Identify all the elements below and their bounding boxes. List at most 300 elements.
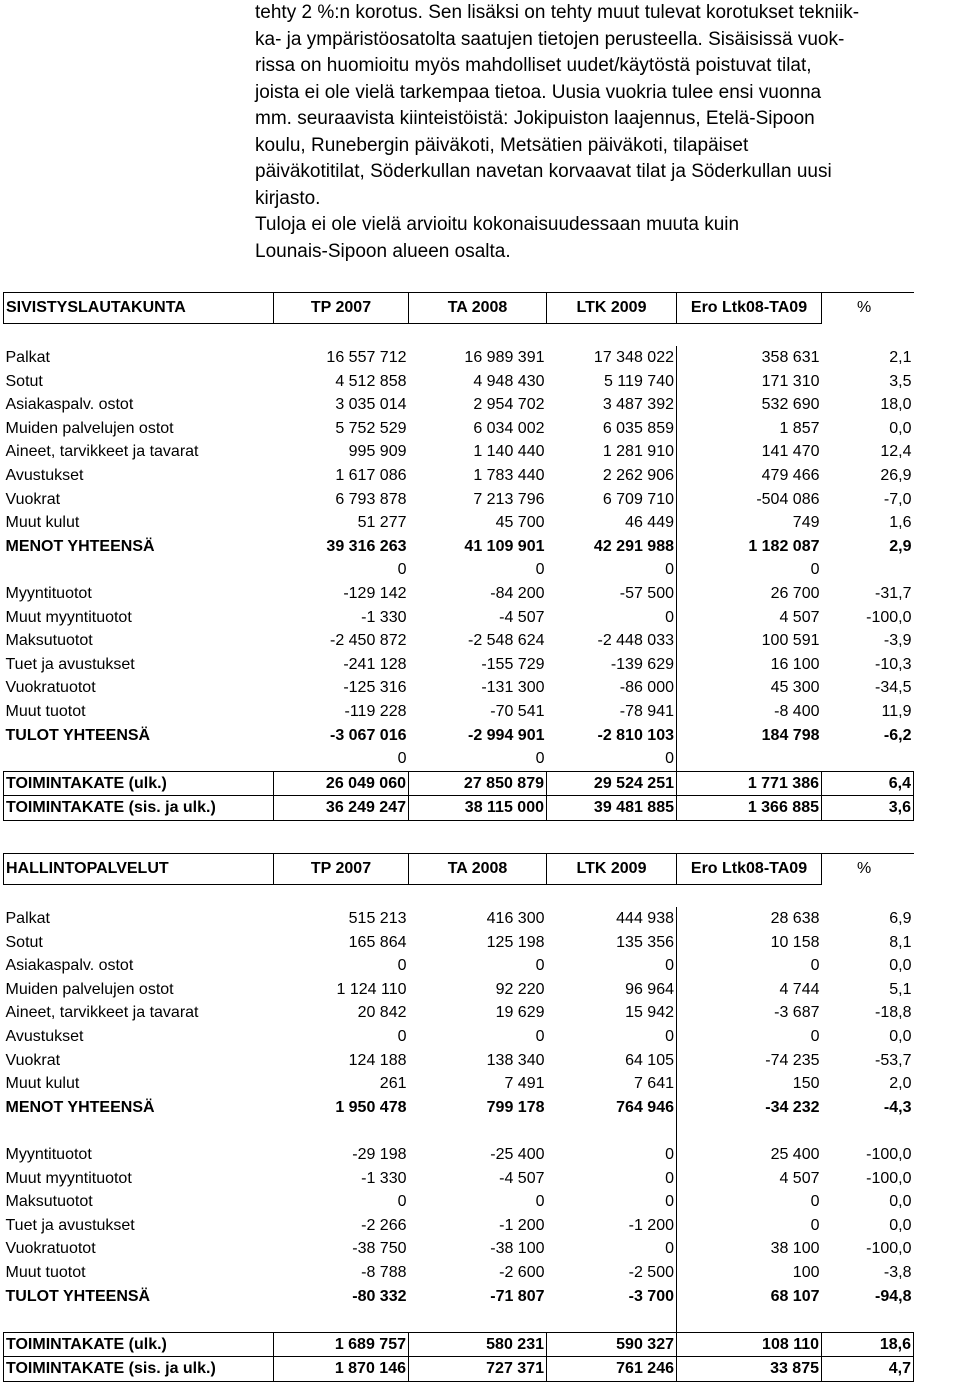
table-row bbox=[4, 931, 914, 955]
value-cell: 358 631 bbox=[761, 349, 820, 366]
table-row bbox=[4, 582, 914, 606]
value-cell: 0 bbox=[535, 1027, 545, 1045]
column-header: LTK 2009 bbox=[547, 854, 677, 885]
total-label: TOIMINTAKATE (sis. ja ulk.) bbox=[4, 1357, 274, 1382]
value-cell: -53,7 bbox=[875, 1051, 912, 1069]
value-cell: -34,5 bbox=[875, 679, 912, 697]
value-cell: 0 bbox=[547, 1190, 677, 1214]
row-label bbox=[4, 1119, 274, 1143]
value-cell: 138 340 bbox=[486, 1051, 545, 1069]
value-cell: -38 100 bbox=[490, 1240, 545, 1258]
value-cell: 4 948 430 bbox=[473, 372, 545, 390]
row-label: Vuokratuotot bbox=[5, 679, 96, 697]
column-header: TP 2007 bbox=[274, 293, 409, 324]
value-cell: 0,0 bbox=[889, 419, 912, 437]
table-title: SIVISTYSLAUTAKUNTA bbox=[4, 293, 274, 324]
value-cell: 0 bbox=[810, 561, 820, 579]
value-cell: 64 105 bbox=[547, 1049, 677, 1073]
value-cell: 0 bbox=[810, 957, 820, 975]
column-header: % bbox=[822, 293, 914, 324]
total-label: TOIMINTAKATE (ulk.) bbox=[4, 771, 274, 796]
row-label bbox=[4, 1308, 274, 1332]
row-label: Tuet ja avustukset bbox=[5, 1216, 135, 1234]
table-title: HALLINTOPALVELUT bbox=[4, 854, 274, 885]
value-cell: 135 356 bbox=[547, 931, 677, 955]
value-cell: 96 964 bbox=[547, 978, 677, 1002]
column-header: TA 2008 bbox=[409, 854, 547, 885]
value-cell: 6 709 710 bbox=[547, 488, 677, 512]
value-cell: 4 507 bbox=[779, 1169, 820, 1187]
table-row bbox=[4, 606, 914, 630]
value-cell: 0 bbox=[397, 1027, 407, 1045]
value-cell: -3 687 bbox=[774, 1004, 820, 1022]
total-value: 727 371 bbox=[409, 1357, 547, 1382]
value-cell: 6 034 002 bbox=[473, 419, 545, 437]
table-row bbox=[4, 1025, 914, 1049]
value-cell: -8 400 bbox=[774, 702, 820, 720]
value-cell bbox=[274, 1119, 409, 1143]
value-cell: 4 744 bbox=[779, 980, 820, 998]
value-cell: 1 182 087 bbox=[748, 537, 820, 555]
value-cell bbox=[822, 1308, 914, 1332]
table-row bbox=[4, 393, 914, 417]
row-label: Maksutuotot bbox=[5, 1193, 93, 1211]
value-cell: -100,0 bbox=[866, 608, 912, 626]
value-cell: -7,0 bbox=[883, 490, 912, 508]
value-cell: 0 bbox=[547, 954, 677, 978]
intro-line: kirjasto. bbox=[255, 187, 321, 209]
intro-line: tehty 2 %:n korotus. Sen lisäksi on tehty muut tulevat korotukset tekniik- bbox=[255, 2, 860, 23]
value-cell: 7 641 bbox=[547, 1072, 677, 1096]
table-row bbox=[4, 978, 914, 1002]
value-cell: -80 332 bbox=[352, 1287, 407, 1305]
row-label: Myyntituotot bbox=[5, 1145, 92, 1163]
value-cell: -25 400 bbox=[490, 1145, 545, 1163]
table-row bbox=[4, 488, 914, 512]
value-cell bbox=[409, 1119, 547, 1143]
table-row bbox=[4, 1261, 914, 1285]
value-cell: 995 909 bbox=[348, 443, 407, 461]
value-cell: 19 629 bbox=[495, 1004, 545, 1022]
value-cell: 141 470 bbox=[761, 443, 820, 461]
table-row bbox=[4, 440, 914, 464]
value-cell: 11,9 bbox=[881, 702, 912, 720]
row-label bbox=[4, 747, 274, 771]
value-cell: -3,9 bbox=[883, 632, 912, 650]
table-row bbox=[4, 464, 914, 488]
table-row bbox=[4, 747, 914, 771]
intro-line: joista ei ole vielä tarkempaa tietoa. Uusia vuokria tulee ensi vuonna bbox=[255, 81, 822, 103]
table-row bbox=[4, 1167, 914, 1191]
value-cell: 0 bbox=[397, 561, 407, 579]
value-cell: 2,1 bbox=[889, 349, 912, 366]
value-cell: -18,8 bbox=[875, 1004, 912, 1022]
total-label: TOIMINTAKATE (sis. ja ulk.) bbox=[4, 796, 274, 821]
value-cell: -4 507 bbox=[499, 608, 545, 626]
value-cell: 1 617 086 bbox=[335, 466, 407, 484]
value-cell: -8 788 bbox=[361, 1263, 407, 1281]
value-cell: 0 bbox=[547, 1025, 677, 1049]
value-cell: 16 989 391 bbox=[464, 349, 545, 366]
value-cell: 0 bbox=[810, 1216, 820, 1234]
value-cell bbox=[822, 558, 914, 582]
table-row bbox=[4, 724, 914, 748]
value-cell: 0 bbox=[397, 1193, 407, 1211]
table-row bbox=[4, 1119, 914, 1143]
row-label: Muiden palvelujen ostot bbox=[5, 980, 174, 998]
value-cell: 165 864 bbox=[348, 933, 407, 951]
value-cell: -3 700 bbox=[547, 1285, 677, 1309]
value-cell: -2 994 901 bbox=[467, 726, 545, 744]
total-value: 580 231 bbox=[409, 1332, 547, 1357]
row-label: Muut tuotot bbox=[5, 702, 86, 720]
row-label: TULOT YHTEENSÄ bbox=[5, 1287, 151, 1305]
value-cell: 0,0 bbox=[889, 1216, 912, 1234]
column-header: TP 2007 bbox=[274, 854, 409, 885]
total-value: 27 850 879 bbox=[409, 771, 547, 796]
total-value: 108 110 bbox=[677, 1332, 822, 1357]
column-header: TA 2008 bbox=[409, 293, 547, 324]
value-cell bbox=[822, 747, 914, 771]
value-cell: -125 316 bbox=[343, 679, 407, 697]
value-cell: 479 466 bbox=[761, 466, 820, 484]
value-cell: 18,0 bbox=[880, 396, 912, 414]
value-cell: 26 700 bbox=[770, 584, 820, 602]
table-row bbox=[4, 676, 914, 700]
value-cell: -100,0 bbox=[866, 1240, 912, 1258]
row-label: Aineet, tarvikkeet ja tavarat bbox=[5, 443, 199, 461]
value-cell: 416 300 bbox=[486, 910, 545, 927]
value-cell: 15 942 bbox=[547, 1001, 677, 1025]
value-cell: 10 158 bbox=[770, 933, 820, 951]
table-header-row bbox=[4, 293, 914, 324]
total-value: 6,4 bbox=[822, 771, 914, 796]
value-cell bbox=[677, 747, 822, 771]
table-row bbox=[4, 535, 914, 559]
intro-line: koulu, Runebergin päiväkoti, Metsätien päiväkoti, tilapäiset bbox=[255, 134, 749, 156]
value-cell: 6 035 859 bbox=[547, 417, 677, 441]
row-label: Vuokrat bbox=[5, 1051, 61, 1069]
value-cell: -2 450 872 bbox=[329, 632, 407, 650]
row-label: Myyntituotot bbox=[5, 584, 92, 602]
value-cell: 1,6 bbox=[889, 514, 912, 532]
intro-line: päiväkotitilat, Söderkullan navetan korvaavat tilat ja Söderkullan uusi bbox=[255, 161, 832, 182]
value-cell: -29 198 bbox=[352, 1145, 407, 1163]
value-cell: -70 541 bbox=[490, 702, 545, 720]
value-cell: 2 954 702 bbox=[473, 396, 545, 414]
value-cell: 45 700 bbox=[495, 514, 545, 532]
value-cell: 171 310 bbox=[761, 372, 820, 390]
table-row bbox=[4, 511, 914, 535]
value-cell: 0,0 bbox=[889, 1027, 912, 1045]
value-cell: -38 750 bbox=[352, 1240, 407, 1258]
value-cell bbox=[822, 1119, 914, 1143]
total-value: 36 249 247 bbox=[274, 796, 409, 821]
total-value: 1 689 757 bbox=[274, 1332, 409, 1357]
table-row bbox=[4, 1190, 914, 1214]
value-cell: -31,7 bbox=[875, 584, 912, 602]
table-row bbox=[4, 1285, 914, 1309]
value-cell: 28 638 bbox=[770, 910, 820, 927]
value-cell: -34 232 bbox=[765, 1098, 820, 1116]
value-cell: -1 330 bbox=[361, 1169, 407, 1187]
value-cell: 1 124 110 bbox=[336, 980, 407, 998]
value-cell: 0 bbox=[535, 561, 545, 579]
value-cell: 12,4 bbox=[880, 443, 912, 461]
value-cell: -86 000 bbox=[547, 676, 677, 700]
value-cell: 1 140 440 bbox=[473, 443, 545, 461]
value-cell: 184 798 bbox=[761, 726, 820, 744]
intro-line: Tuloja ei ole vielä arvioitu kokonaisuudessaan muuta kuin bbox=[255, 214, 740, 235]
total-value: 761 246 bbox=[547, 1357, 677, 1382]
value-cell: -100,0 bbox=[866, 1169, 912, 1187]
total-row bbox=[4, 771, 914, 796]
spacer-row bbox=[4, 885, 914, 908]
value-cell bbox=[547, 1308, 677, 1332]
row-label: Muut kulut bbox=[5, 1075, 80, 1093]
value-cell: 0 bbox=[535, 750, 545, 768]
value-cell: 20 842 bbox=[357, 1004, 407, 1022]
value-cell: 68 107 bbox=[770, 1287, 820, 1305]
value-cell: 261 bbox=[379, 1075, 407, 1093]
row-label: Tuet ja avustukset bbox=[5, 655, 135, 673]
total-value: 1 366 885 bbox=[677, 796, 822, 821]
column-header: Ero Ltk08-TA09 bbox=[677, 293, 822, 324]
value-cell: -129 142 bbox=[343, 584, 407, 602]
row-label: Asiakaspalv. ostot bbox=[5, 396, 134, 414]
table-row bbox=[4, 370, 914, 394]
value-cell bbox=[547, 1119, 677, 1143]
value-cell: -1 200 bbox=[547, 1214, 677, 1238]
row-label: TULOT YHTEENSÄ bbox=[5, 726, 151, 744]
spacer-row bbox=[4, 324, 914, 347]
value-cell: 0 bbox=[547, 1237, 677, 1261]
value-cell: 42 291 988 bbox=[547, 535, 677, 559]
table-row bbox=[4, 1072, 914, 1096]
value-cell: 5,1 bbox=[889, 980, 912, 998]
total-value: 1 870 146 bbox=[274, 1357, 409, 1382]
row-label: MENOT YHTEENSÄ bbox=[5, 537, 155, 555]
value-cell: 3 035 014 bbox=[335, 396, 407, 414]
value-cell: 0 bbox=[397, 750, 407, 768]
value-cell: 0 bbox=[547, 1167, 677, 1191]
value-cell: 749 bbox=[792, 514, 820, 532]
table-row bbox=[4, 700, 914, 724]
row-label: Vuokrat bbox=[5, 490, 61, 508]
row-label: Aineet, tarvikkeet ja tavarat bbox=[5, 1004, 199, 1022]
intro-line: Lounais-Sipoon alueen osalta. bbox=[255, 240, 511, 262]
table-row bbox=[4, 558, 914, 582]
value-cell: 16 557 712 bbox=[326, 349, 407, 366]
table-row bbox=[4, 417, 914, 441]
row-label bbox=[4, 558, 274, 582]
value-cell: 45 300 bbox=[770, 679, 820, 697]
intro-line: mm. seuraavista kiinteistöistä: Jokipuiston laajennus, Etelä-Sipoon bbox=[255, 108, 815, 129]
total-value: 4,7 bbox=[822, 1357, 914, 1382]
value-cell: 25 400 bbox=[770, 1145, 820, 1163]
value-cell: 0 bbox=[547, 606, 677, 630]
sivistyslautakunta-table bbox=[3, 292, 914, 821]
value-cell: -155 729 bbox=[481, 655, 545, 673]
row-label: Palkat bbox=[5, 910, 50, 927]
value-cell: 51 277 bbox=[357, 514, 407, 532]
table-row bbox=[4, 1096, 914, 1120]
total-value: 18,6 bbox=[822, 1332, 914, 1357]
value-cell: 124 188 bbox=[348, 1051, 407, 1069]
value-cell: 0 bbox=[810, 1027, 820, 1045]
value-cell: 0 bbox=[547, 558, 677, 582]
value-cell: -3 067 016 bbox=[329, 726, 407, 744]
row-label: Avustukset bbox=[5, 1027, 84, 1045]
value-cell: 92 220 bbox=[495, 980, 545, 998]
value-cell: -2 600 bbox=[499, 1263, 545, 1281]
value-cell: 1 857 bbox=[779, 419, 820, 437]
value-cell: 5 752 529 bbox=[335, 419, 407, 437]
value-cell: 6 793 878 bbox=[335, 490, 407, 508]
total-value: 590 327 bbox=[547, 1332, 677, 1357]
value-cell bbox=[677, 1119, 822, 1143]
value-cell: -504 086 bbox=[756, 490, 820, 508]
value-cell: 8,1 bbox=[889, 933, 912, 951]
value-cell: 0 bbox=[397, 957, 407, 975]
value-cell: -1 330 bbox=[361, 608, 407, 626]
value-cell: -139 629 bbox=[547, 653, 677, 677]
value-cell: 100 591 bbox=[761, 632, 820, 650]
value-cell: -2 548 624 bbox=[467, 632, 545, 650]
table-row bbox=[4, 629, 914, 653]
row-label: Vuokratuotot bbox=[5, 1240, 96, 1258]
value-cell: 100 bbox=[792, 1263, 820, 1281]
value-cell: 2,0 bbox=[889, 1075, 912, 1093]
row-label: Muut myyntituotot bbox=[5, 608, 132, 626]
row-label: Muut myyntituotot bbox=[5, 1169, 132, 1187]
row-label: Sotut bbox=[5, 933, 43, 951]
column-header: % bbox=[822, 854, 914, 885]
value-cell: -131 300 bbox=[481, 679, 545, 697]
value-cell: -2 448 033 bbox=[547, 629, 677, 653]
value-cell: -1 200 bbox=[499, 1216, 545, 1234]
table-row bbox=[4, 1214, 914, 1238]
table-header-row bbox=[4, 854, 914, 885]
row-label: Muiden palvelujen ostot bbox=[5, 419, 174, 437]
value-cell: -4,3 bbox=[883, 1098, 912, 1116]
value-cell: 4 512 858 bbox=[335, 372, 407, 390]
value-cell: -6,2 bbox=[883, 726, 912, 744]
value-cell bbox=[409, 1308, 547, 1332]
value-cell bbox=[677, 1308, 822, 1332]
row-label: Palkat bbox=[5, 349, 50, 366]
table-row bbox=[4, 346, 914, 370]
intro-line: rissa on huomioitu myös mahdolliset uudet/käytöstä poistuvat tilat, bbox=[255, 55, 812, 76]
intro-line: ka- ja ympäristöosatolta saatujen tietojen perusteella. Sisäisissä vuok- bbox=[255, 28, 845, 50]
value-cell: 1 950 478 bbox=[335, 1098, 407, 1116]
value-cell: 444 938 bbox=[547, 907, 677, 931]
value-cell: 7 491 bbox=[504, 1075, 545, 1093]
value-cell: 3,5 bbox=[889, 372, 912, 390]
value-cell: 46 449 bbox=[547, 511, 677, 535]
value-cell: -2 500 bbox=[547, 1261, 677, 1285]
value-cell: 39 316 263 bbox=[326, 537, 407, 555]
table-row bbox=[4, 1049, 914, 1073]
value-cell: 1 783 440 bbox=[473, 466, 545, 484]
value-cell: 532 690 bbox=[761, 396, 820, 414]
total-value: 33 875 bbox=[677, 1357, 822, 1382]
value-cell: -2 810 103 bbox=[547, 724, 677, 748]
value-cell: -4 507 bbox=[499, 1169, 545, 1187]
total-value: 39 481 885 bbox=[547, 796, 677, 821]
column-header: Ero Ltk08-TA09 bbox=[677, 854, 822, 885]
value-cell: -3,8 bbox=[883, 1263, 912, 1281]
table-row bbox=[4, 954, 914, 978]
value-cell: 7 213 796 bbox=[473, 490, 545, 508]
table-row bbox=[4, 1237, 914, 1261]
value-cell: 0 bbox=[810, 1193, 820, 1211]
row-label: MENOT YHTEENSÄ bbox=[5, 1098, 155, 1116]
value-cell: -78 941 bbox=[547, 700, 677, 724]
value-cell: 38 100 bbox=[770, 1240, 820, 1258]
value-cell: 1 281 910 bbox=[547, 440, 677, 464]
value-cell: -100,0 bbox=[866, 1145, 912, 1163]
value-cell: -71 807 bbox=[490, 1287, 545, 1305]
value-cell: 0 bbox=[535, 957, 545, 975]
value-cell: 0 bbox=[535, 1193, 545, 1211]
table-row bbox=[4, 1143, 914, 1167]
value-cell: 16 100 bbox=[770, 655, 820, 673]
total-value: 29 524 251 bbox=[547, 771, 677, 796]
column-header: LTK 2009 bbox=[547, 293, 677, 324]
value-cell: 150 bbox=[792, 1075, 820, 1093]
value-cell: 0,0 bbox=[889, 1193, 912, 1211]
table-row bbox=[4, 1001, 914, 1025]
table-row bbox=[4, 907, 914, 931]
value-cell: 6,9 bbox=[889, 910, 912, 927]
row-label: Muut kulut bbox=[5, 514, 80, 532]
total-label: TOIMINTAKATE (ulk.) bbox=[4, 1332, 274, 1357]
value-cell: 5 119 740 bbox=[547, 370, 677, 394]
value-cell: 41 109 901 bbox=[464, 537, 545, 555]
total-value: 1 771 386 bbox=[677, 771, 822, 796]
value-cell: -94,8 bbox=[875, 1287, 912, 1305]
row-label: Asiakaspalv. ostot bbox=[5, 957, 134, 975]
value-cell: 0 bbox=[547, 1143, 677, 1167]
value-cell: 0,0 bbox=[889, 957, 912, 975]
value-cell: 26,9 bbox=[880, 466, 912, 484]
hallintopalvelut-table bbox=[3, 853, 914, 1382]
value-cell: -84 200 bbox=[490, 584, 545, 602]
value-cell: 4 507 bbox=[779, 608, 820, 626]
value-cell: -241 128 bbox=[343, 655, 407, 673]
value-cell: 17 348 022 bbox=[547, 346, 677, 370]
value-cell: 764 946 bbox=[547, 1096, 677, 1120]
value-cell: 799 178 bbox=[486, 1098, 545, 1116]
value-cell: -74 235 bbox=[765, 1051, 820, 1069]
intro-text bbox=[255, 0, 955, 265]
value-cell: -2 266 bbox=[361, 1216, 407, 1234]
total-row bbox=[4, 796, 914, 821]
value-cell: 2 262 906 bbox=[547, 464, 677, 488]
total-row bbox=[4, 1357, 914, 1382]
value-cell: -10,3 bbox=[875, 655, 912, 673]
table-row bbox=[4, 653, 914, 677]
table-row bbox=[4, 1308, 914, 1332]
value-cell: 3 487 392 bbox=[547, 393, 677, 417]
total-value: 38 115 000 bbox=[409, 796, 547, 821]
value-cell: 2,9 bbox=[889, 537, 912, 555]
value-cell: 0 bbox=[547, 747, 677, 771]
total-value: 26 049 060 bbox=[274, 771, 409, 796]
value-cell: -57 500 bbox=[547, 582, 677, 606]
total-value: 3,6 bbox=[822, 796, 914, 821]
